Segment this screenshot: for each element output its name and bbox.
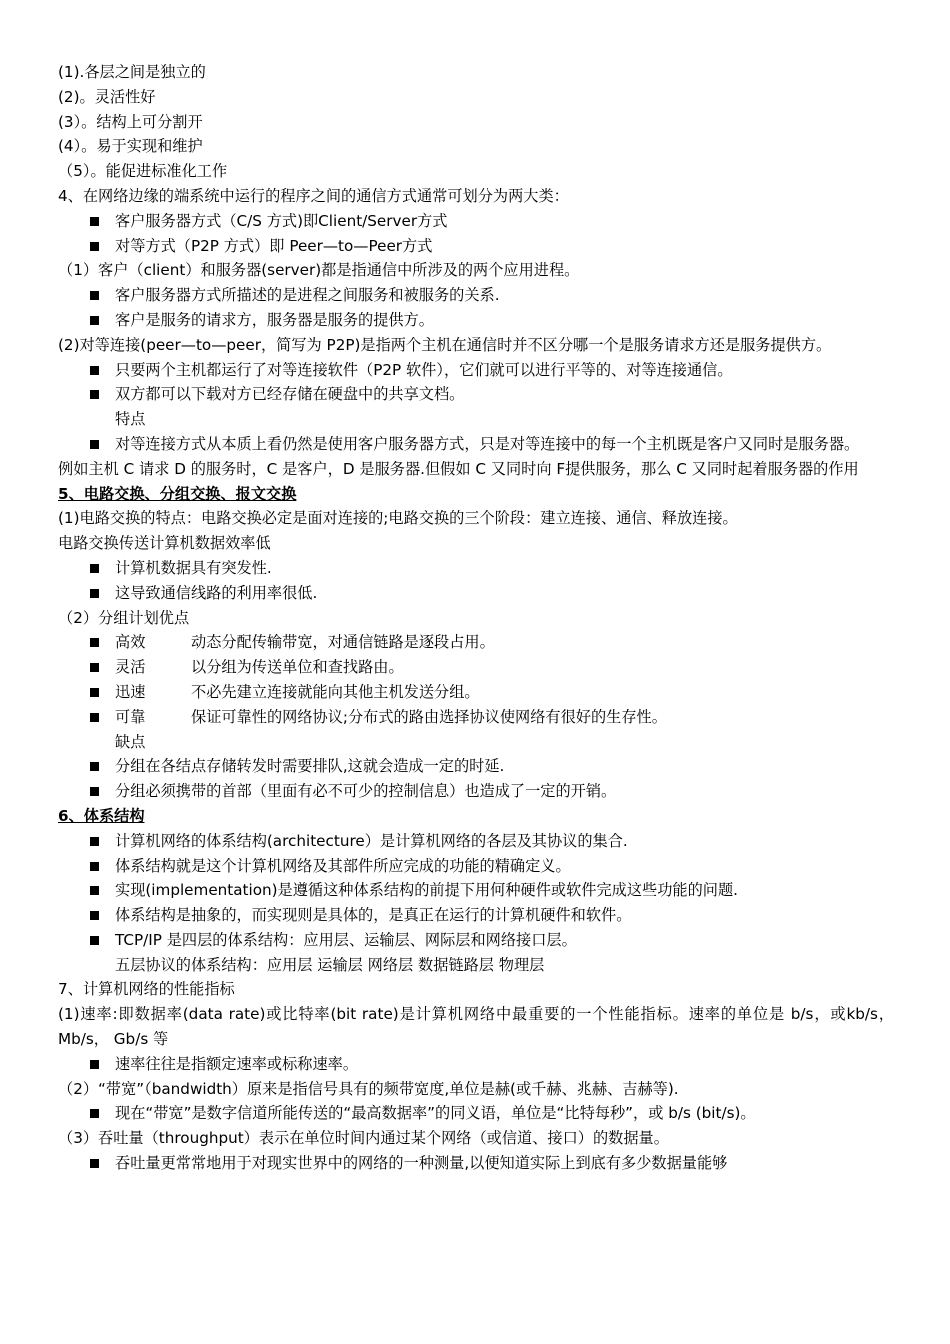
square-bullet-icon bbox=[90, 564, 99, 573]
bullet-text: 对等方式（P2P 方式）即 Peer—to—Peer方式 bbox=[115, 236, 433, 255]
paragraph-line: 例如主机 C 请求 D 的服务时，C 是客户，D 是服务器.但假如 C 又同时向 F提供服务，那么 C 又同时起着服务器的作用 bbox=[58, 459, 859, 478]
bullet-text: 客户服务器方式所描述的是进程之间服务和被服务的关系. bbox=[115, 286, 500, 305]
paragraph-line: 4、在网络边缘的端系统中运行的程序之间的通信方式通常可划分为两大类： bbox=[58, 186, 569, 205]
square-bullet-icon bbox=[90, 589, 99, 598]
square-bullet-icon bbox=[90, 217, 99, 226]
paragraph-line: (2)。灵活性好 bbox=[58, 87, 156, 106]
document-body bbox=[58, 60, 894, 1176]
bullet-text: 客户服务器方式（C/S 方式)即Client/Server方式 bbox=[115, 211, 448, 230]
paragraph-line: (1)电路交换的特点：电路交换必定是面对连接的;电路交换的三个阶段：建立连接、通信、释放连接。 bbox=[58, 509, 738, 528]
bullet-label: 灵活 bbox=[115, 658, 146, 677]
square-bullet-icon bbox=[90, 911, 99, 920]
bullet-text: 分组必须携带的首部（里面有必不可少的控制信息）也造成了一定的开销。 bbox=[115, 782, 617, 801]
paragraph-line: （2）分组计划优点 bbox=[58, 608, 190, 627]
bullet-text: 计算机网络的体系结构(architecture）是计算机网络的各层及其协议的集合. bbox=[115, 831, 628, 850]
bullet-item bbox=[58, 779, 894, 804]
square-bullet-icon bbox=[90, 390, 99, 399]
bullet-item bbox=[58, 829, 894, 854]
square-bullet-icon bbox=[90, 762, 99, 771]
square-bullet-icon bbox=[90, 1060, 99, 1069]
bullet-item bbox=[58, 928, 894, 953]
bullet-item bbox=[58, 630, 894, 655]
bullet-item bbox=[58, 903, 894, 928]
bullet-text: 现在“带宽”是数字信道所能传送的“最高数据率”的同义语，单位是“比特每秒”，或 b/s (bit/s)。 bbox=[115, 1104, 756, 1123]
bullet-text: 保证可靠性的网络协议;分布式的路由选择协议使网络有很好的生存性。 bbox=[191, 707, 667, 726]
bullet-text: 动态分配传输带宽，对通信链路是逐段占用。 bbox=[191, 633, 495, 652]
square-bullet-icon bbox=[90, 440, 99, 449]
bullet-text: 客户是服务的请求方，服务器是服务的提供方。 bbox=[115, 310, 434, 329]
paragraph-line: 7、计算机网络的性能指标 bbox=[58, 980, 235, 999]
bullet-item bbox=[58, 1101, 894, 1126]
paragraph-line: (2)对等连接(peer—to—peer，简写为 P2P)是指两个主机在通信时并不区分哪一个是服务请求方还是服务提供方。 bbox=[58, 335, 832, 354]
paragraph-line: （2）“带宽”（bandwidth）原来是指信号具有的频带宽度,单位是赫(或千赫、兆赫、吉赫等). bbox=[58, 1079, 679, 1098]
square-bullet-icon bbox=[90, 366, 99, 375]
bullet-item bbox=[58, 705, 894, 730]
bullet-text: TCP/IP 是四层的体系结构：应用层、运输层、网际层和网络接口层。 bbox=[115, 930, 577, 949]
paragraph-line: (4）。易于实现和维护 bbox=[58, 137, 203, 156]
bullet-label: 可靠 bbox=[115, 707, 146, 726]
square-bullet-icon bbox=[90, 787, 99, 796]
bullet-text: 分组在各结点存储转发时需要排队,这就会造成一定的时延. bbox=[115, 757, 505, 776]
square-bullet-icon bbox=[90, 291, 99, 300]
bullet-item bbox=[58, 878, 894, 903]
bullet-label: 迅速 bbox=[115, 682, 146, 701]
square-bullet-icon bbox=[90, 862, 99, 871]
bullet-item bbox=[58, 556, 894, 581]
square-bullet-icon bbox=[90, 837, 99, 846]
square-bullet-icon bbox=[90, 886, 99, 895]
bullet-item bbox=[58, 432, 894, 457]
bullet-item bbox=[58, 358, 894, 383]
bullet-item bbox=[58, 209, 894, 234]
bullet-text: 实现(implementation)是遵循这种体系结构的前提下用何种硬件或软件完成这些功能的问题. bbox=[115, 881, 739, 900]
paragraph-line: （5）。能促进标准化工作 bbox=[58, 162, 228, 181]
bullet-item bbox=[58, 655, 894, 680]
bullet-item bbox=[58, 581, 894, 606]
bullet-text: 这导致通信线路的利用率很低. bbox=[115, 583, 318, 602]
square-bullet-icon bbox=[90, 936, 99, 945]
paragraph-line: (3）。结构上可分割开 bbox=[58, 112, 203, 131]
bullet-text: 速率往往是指额定速率或标称速率。 bbox=[115, 1054, 358, 1073]
subheading-text: 缺点 bbox=[115, 732, 146, 751]
bullet-text: 体系结构是抽象的，而实现则是具体的，是真正在运行的计算机硬件和软件。 bbox=[115, 906, 632, 925]
bullet-item bbox=[58, 754, 894, 779]
square-bullet-icon bbox=[90, 688, 99, 697]
paragraph-line: (1)速率:即数据率(data rate)或比特率(bit rate)是计算机网络中最重要的一个性能指标。速率的单位是 b/s，或kb/s， Mb/s， Gb/s 等 bbox=[58, 1005, 894, 1049]
bullet-item bbox=[58, 382, 894, 407]
bullet-text: 不必先建立连接就能向其他主机发送分组。 bbox=[191, 682, 480, 701]
paragraph-line: (1).各层之间是独立的 bbox=[58, 63, 206, 81]
square-bullet-icon bbox=[90, 713, 99, 722]
bullet-text: 体系结构就是这个计算机网络及其部件所应完成的功能的精确定义。 bbox=[115, 856, 571, 875]
section-heading: 6、体系结构 bbox=[58, 806, 145, 825]
bullet-item bbox=[58, 1052, 894, 1077]
bullet-text: 对等连接方式从本质上看仍然是使用客户服务器方式，只是对等连接中的每一个主机既是客户又同时是服务器。 bbox=[115, 434, 860, 453]
bullet-item bbox=[58, 680, 894, 705]
square-bullet-icon bbox=[90, 1159, 99, 1168]
bullet-text: 双方都可以下载对方已经存储在硬盘中的共享文档。 bbox=[115, 385, 465, 404]
bullet-label: 高效 bbox=[115, 633, 146, 652]
bullet-text: 吞吐量更常常地用于对现实世界中的网络的一种测量,以便知道实际上到底有多少数据量能够 bbox=[115, 1154, 728, 1173]
paragraph-line: （1）客户（client）和服务器(server)都是指通信中所涉及的两个应用进程。 bbox=[58, 261, 580, 280]
square-bullet-icon bbox=[90, 638, 99, 647]
bullet-item bbox=[58, 308, 894, 333]
subheading-text: 五层协议的体系结构：应用层 运输层 网络层 数据链路层 物理层 bbox=[115, 955, 545, 974]
paragraph-line: （3）吞吐量（throughput）表示在单位时间内通过某个网络（或信道、接口）的数据量。 bbox=[58, 1129, 669, 1148]
bullet-item bbox=[58, 283, 894, 308]
bullet-text: 计算机数据具有突发性. bbox=[115, 558, 272, 577]
square-bullet-icon bbox=[90, 663, 99, 672]
bullet-item bbox=[58, 854, 894, 879]
paragraph-line: 电路交换传送计算机数据效率低 bbox=[58, 534, 271, 553]
square-bullet-icon bbox=[90, 242, 99, 251]
bullet-item bbox=[58, 1151, 894, 1176]
bullet-text: 以分组为传送单位和查找路由。 bbox=[191, 658, 404, 677]
square-bullet-icon bbox=[90, 1109, 99, 1118]
square-bullet-icon bbox=[90, 316, 99, 325]
bullet-item bbox=[58, 234, 894, 259]
subheading-text: 特点 bbox=[115, 410, 146, 429]
bullet-text: 只要两个主机都运行了对等连接软件（P2P 软件），它们就可以进行平等的、对等连接通信。 bbox=[115, 360, 733, 379]
section-heading: 5、电路交换、分组交换、报文交换 bbox=[58, 484, 297, 503]
